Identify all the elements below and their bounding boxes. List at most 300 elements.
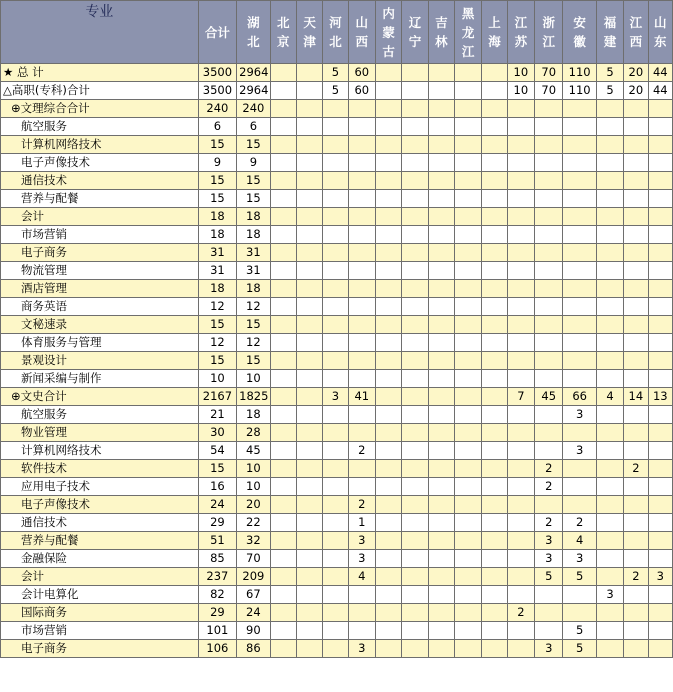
province-cell[interactable]: [482, 280, 507, 298]
province-cell[interactable]: [482, 442, 507, 460]
province-cell[interactable]: [348, 190, 375, 208]
province-cell[interactable]: 15: [237, 172, 270, 190]
province-cell[interactable]: [648, 316, 672, 334]
province-cell[interactable]: [507, 190, 534, 208]
total-cell[interactable]: 12: [198, 298, 237, 316]
province-cell[interactable]: [270, 298, 296, 316]
province-cell[interactable]: [563, 424, 596, 442]
province-cell[interactable]: [596, 370, 623, 388]
row-major-name[interactable]: 酒店管理: [1, 280, 199, 298]
total-cell[interactable]: 29: [198, 514, 237, 532]
province-cell[interactable]: [375, 244, 401, 262]
province-cell[interactable]: [507, 154, 534, 172]
province-cell[interactable]: [624, 262, 648, 280]
province-cell[interactable]: [596, 136, 623, 154]
province-cell[interactable]: [482, 370, 507, 388]
table-row[interactable]: [1, 118, 673, 136]
province-cell[interactable]: [402, 478, 428, 496]
province-cell[interactable]: [535, 586, 563, 604]
province-cell[interactable]: [563, 352, 596, 370]
province-cell[interactable]: [428, 136, 454, 154]
province-cell[interactable]: 10: [507, 64, 534, 82]
province-cell[interactable]: 3: [348, 640, 375, 658]
province-cell[interactable]: [455, 604, 482, 622]
province-cell[interactable]: 18: [237, 226, 270, 244]
province-cell[interactable]: [348, 172, 375, 190]
province-cell[interactable]: 3: [563, 442, 596, 460]
province-cell[interactable]: 3: [563, 550, 596, 568]
province-cell[interactable]: [482, 532, 507, 550]
province-cell[interactable]: [563, 298, 596, 316]
province-cell[interactable]: [402, 316, 428, 334]
province-cell[interactable]: [596, 334, 623, 352]
province-cell[interactable]: [296, 334, 322, 352]
province-cell[interactable]: [375, 334, 401, 352]
row-major-name[interactable]: 文秘速录: [1, 316, 199, 334]
province-cell[interactable]: [402, 334, 428, 352]
province-cell[interactable]: [624, 334, 648, 352]
province-cell[interactable]: [535, 280, 563, 298]
province-cell[interactable]: [507, 370, 534, 388]
province-cell[interactable]: [648, 208, 672, 226]
province-cell[interactable]: [596, 424, 623, 442]
province-cell[interactable]: [296, 640, 322, 658]
table-row[interactable]: [1, 298, 673, 316]
province-cell[interactable]: 2: [535, 478, 563, 496]
province-cell[interactable]: [535, 154, 563, 172]
province-cell[interactable]: [624, 478, 648, 496]
row-major-name[interactable]: 新闻采编与制作: [1, 370, 199, 388]
province-cell[interactable]: [507, 424, 534, 442]
province-cell[interactable]: [563, 604, 596, 622]
province-cell[interactable]: 44: [648, 82, 672, 100]
province-cell[interactable]: [596, 496, 623, 514]
province-cell[interactable]: [402, 460, 428, 478]
total-cell[interactable]: 3500: [198, 64, 237, 82]
row-major-name[interactable]: 计算机网络技术: [1, 442, 199, 460]
province-cell[interactable]: [270, 352, 296, 370]
total-cell[interactable]: 15: [198, 190, 237, 208]
table-row[interactable]: [1, 640, 673, 658]
province-cell[interactable]: [596, 478, 623, 496]
province-cell[interactable]: [648, 532, 672, 550]
province-cell[interactable]: [648, 280, 672, 298]
province-cell[interactable]: [507, 568, 534, 586]
province-cell[interactable]: 31: [237, 244, 270, 262]
total-cell[interactable]: 15: [198, 172, 237, 190]
total-cell[interactable]: 2167: [198, 388, 237, 406]
province-cell[interactable]: [455, 100, 482, 118]
province-cell[interactable]: [428, 262, 454, 280]
province-cell[interactable]: [428, 244, 454, 262]
row-major-name[interactable]: 应用电子技术: [1, 478, 199, 496]
province-cell[interactable]: [402, 550, 428, 568]
province-cell[interactable]: [428, 118, 454, 136]
province-cell[interactable]: [323, 154, 348, 172]
total-cell[interactable]: 15: [198, 460, 237, 478]
province-cell[interactable]: [323, 586, 348, 604]
province-cell[interactable]: [402, 424, 428, 442]
province-cell[interactable]: [428, 496, 454, 514]
province-cell[interactable]: [296, 478, 322, 496]
province-cell[interactable]: [455, 388, 482, 406]
province-cell[interactable]: [402, 532, 428, 550]
province-cell[interactable]: 209: [237, 568, 270, 586]
row-major-name[interactable]: 景观设计: [1, 352, 199, 370]
table-row[interactable]: [1, 190, 673, 208]
province-cell[interactable]: [348, 280, 375, 298]
row-major-name[interactable]: 体育服务与管理: [1, 334, 199, 352]
province-cell[interactable]: [455, 226, 482, 244]
table-row[interactable]: [1, 514, 673, 532]
province-cell[interactable]: [563, 208, 596, 226]
province-cell[interactable]: [375, 424, 401, 442]
province-cell[interactable]: [296, 64, 322, 82]
province-cell[interactable]: 22: [237, 514, 270, 532]
table-row[interactable]: [1, 280, 673, 298]
row-major-name[interactable]: 物流管理: [1, 262, 199, 280]
province-cell[interactable]: 70: [535, 82, 563, 100]
province-cell[interactable]: 28: [237, 424, 270, 442]
province-cell[interactable]: [296, 190, 322, 208]
province-cell[interactable]: [648, 550, 672, 568]
province-cell[interactable]: 1: [348, 514, 375, 532]
province-cell[interactable]: [270, 496, 296, 514]
province-cell[interactable]: [323, 442, 348, 460]
province-header[interactable]: 山 西: [348, 1, 375, 64]
province-cell[interactable]: 2: [348, 442, 375, 460]
total-cell[interactable]: 18: [198, 208, 237, 226]
province-cell[interactable]: 14: [624, 388, 648, 406]
province-cell[interactable]: [455, 244, 482, 262]
province-cell[interactable]: [296, 388, 322, 406]
row-major-name[interactable]: 计算机网络技术: [1, 136, 199, 154]
province-cell[interactable]: 10: [237, 478, 270, 496]
province-cell[interactable]: [428, 406, 454, 424]
total-header[interactable]: 合计: [198, 1, 237, 64]
province-cell[interactable]: [428, 64, 454, 82]
row-major-name[interactable]: 会计: [1, 208, 199, 226]
province-cell[interactable]: [296, 100, 322, 118]
province-cell[interactable]: [296, 262, 322, 280]
province-cell[interactable]: [375, 640, 401, 658]
province-cell[interactable]: 5: [323, 64, 348, 82]
province-cell[interactable]: 20: [237, 496, 270, 514]
province-cell[interactable]: 10: [237, 460, 270, 478]
province-cell[interactable]: [428, 100, 454, 118]
province-cell[interactable]: 20: [624, 64, 648, 82]
province-cell[interactable]: 12: [237, 298, 270, 316]
table-row[interactable]: [1, 352, 673, 370]
province-cell[interactable]: [482, 550, 507, 568]
province-cell[interactable]: [428, 514, 454, 532]
province-header[interactable]: 内 蒙 古: [375, 1, 401, 64]
province-cell[interactable]: [348, 298, 375, 316]
province-cell[interactable]: 2: [535, 514, 563, 532]
province-header[interactable]: 河 北: [323, 1, 348, 64]
total-cell[interactable]: 51: [198, 532, 237, 550]
province-cell[interactable]: [375, 262, 401, 280]
province-cell[interactable]: [428, 280, 454, 298]
province-cell[interactable]: [375, 586, 401, 604]
province-cell[interactable]: [296, 532, 322, 550]
province-cell[interactable]: [296, 550, 322, 568]
total-cell[interactable]: 21: [198, 406, 237, 424]
province-cell[interactable]: [348, 586, 375, 604]
province-header[interactable]: 北 京: [270, 1, 296, 64]
province-header[interactable]: 上 海: [482, 1, 507, 64]
province-cell[interactable]: [455, 298, 482, 316]
province-cell[interactable]: 3: [648, 568, 672, 586]
table-row[interactable]: [1, 550, 673, 568]
province-cell[interactable]: [648, 640, 672, 658]
province-cell[interactable]: [596, 532, 623, 550]
province-cell[interactable]: [624, 640, 648, 658]
table-row[interactable]: [1, 316, 673, 334]
province-cell[interactable]: [402, 82, 428, 100]
province-cell[interactable]: [402, 190, 428, 208]
province-cell[interactable]: [296, 244, 322, 262]
province-cell[interactable]: [596, 226, 623, 244]
province-cell[interactable]: [348, 154, 375, 172]
total-cell[interactable]: 54: [198, 442, 237, 460]
province-cell[interactable]: [375, 298, 401, 316]
province-cell[interactable]: [296, 82, 322, 100]
province-header[interactable]: 辽 宁: [402, 1, 428, 64]
province-cell[interactable]: [296, 118, 322, 136]
province-cell[interactable]: [596, 568, 623, 586]
province-cell[interactable]: [482, 604, 507, 622]
province-cell[interactable]: [428, 550, 454, 568]
row-major-name[interactable]: 通信技术: [1, 514, 199, 532]
province-cell[interactable]: [348, 316, 375, 334]
province-cell[interactable]: [296, 136, 322, 154]
province-cell[interactable]: [428, 532, 454, 550]
table-row[interactable]: [1, 334, 673, 352]
table-row[interactable]: [1, 532, 673, 550]
total-cell[interactable]: 31: [198, 244, 237, 262]
province-cell[interactable]: [323, 604, 348, 622]
province-cell[interactable]: [375, 442, 401, 460]
province-cell[interactable]: [270, 118, 296, 136]
province-cell[interactable]: [375, 208, 401, 226]
province-cell[interactable]: [323, 370, 348, 388]
province-cell[interactable]: [323, 298, 348, 316]
province-cell[interactable]: [648, 100, 672, 118]
row-major-name[interactable]: ★ 总 计: [1, 64, 199, 82]
province-cell[interactable]: [428, 172, 454, 190]
province-cell[interactable]: 9: [237, 154, 270, 172]
province-cell[interactable]: [624, 622, 648, 640]
province-cell[interactable]: [648, 352, 672, 370]
province-cell[interactable]: [323, 172, 348, 190]
province-cell[interactable]: [296, 496, 322, 514]
province-cell[interactable]: [596, 298, 623, 316]
province-cell[interactable]: [507, 460, 534, 478]
total-cell[interactable]: 237: [198, 568, 237, 586]
province-cell[interactable]: 2: [563, 514, 596, 532]
province-cell[interactable]: [563, 280, 596, 298]
province-cell[interactable]: [402, 496, 428, 514]
province-cell[interactable]: 2: [507, 604, 534, 622]
province-header[interactable]: 福 建: [596, 1, 623, 64]
province-cell[interactable]: [482, 64, 507, 82]
province-cell[interactable]: [270, 388, 296, 406]
province-cell[interactable]: [455, 532, 482, 550]
province-cell[interactable]: [563, 244, 596, 262]
province-cell[interactable]: [296, 622, 322, 640]
province-cell[interactable]: [270, 154, 296, 172]
province-cell[interactable]: [535, 244, 563, 262]
province-cell[interactable]: 86: [237, 640, 270, 658]
province-cell[interactable]: [455, 478, 482, 496]
province-cell[interactable]: [402, 604, 428, 622]
row-major-name[interactable]: △高职(专科)合计: [1, 82, 199, 100]
province-cell[interactable]: [624, 172, 648, 190]
province-cell[interactable]: 4: [348, 568, 375, 586]
table-row[interactable]: [1, 622, 673, 640]
province-cell[interactable]: [455, 82, 482, 100]
province-cell[interactable]: [596, 118, 623, 136]
province-cell[interactable]: [535, 226, 563, 244]
province-cell[interactable]: [482, 424, 507, 442]
province-cell[interactable]: [296, 298, 322, 316]
province-cell[interactable]: [535, 208, 563, 226]
province-cell[interactable]: [624, 496, 648, 514]
province-cell[interactable]: [535, 496, 563, 514]
province-cell[interactable]: [428, 334, 454, 352]
province-cell[interactable]: [270, 100, 296, 118]
province-cell[interactable]: [296, 154, 322, 172]
province-cell[interactable]: 5: [323, 82, 348, 100]
province-cell[interactable]: [323, 334, 348, 352]
province-cell[interactable]: [563, 190, 596, 208]
province-cell[interactable]: [455, 280, 482, 298]
province-cell[interactable]: [323, 406, 348, 424]
province-cell[interactable]: [323, 208, 348, 226]
total-cell[interactable]: 31: [198, 262, 237, 280]
province-cell[interactable]: [507, 208, 534, 226]
table-row[interactable]: [1, 136, 673, 154]
province-cell[interactable]: [375, 190, 401, 208]
total-cell[interactable]: 30: [198, 424, 237, 442]
province-cell[interactable]: [270, 190, 296, 208]
province-cell[interactable]: [624, 136, 648, 154]
province-cell[interactable]: [535, 262, 563, 280]
province-cell[interactable]: [535, 172, 563, 190]
province-cell[interactable]: [596, 640, 623, 658]
province-cell[interactable]: [563, 496, 596, 514]
province-cell[interactable]: [596, 550, 623, 568]
total-cell[interactable]: 10: [198, 370, 237, 388]
province-cell[interactable]: [535, 370, 563, 388]
table-row[interactable]: [1, 604, 673, 622]
province-cell[interactable]: [596, 244, 623, 262]
province-cell[interactable]: [596, 316, 623, 334]
province-cell[interactable]: [402, 154, 428, 172]
row-major-name[interactable]: 航空服务: [1, 406, 199, 424]
province-cell[interactable]: 110: [563, 64, 596, 82]
province-cell[interactable]: [624, 406, 648, 424]
province-cell[interactable]: 2: [624, 460, 648, 478]
province-cell[interactable]: [455, 568, 482, 586]
table-row[interactable]: [1, 82, 673, 100]
province-cell[interactable]: [482, 460, 507, 478]
province-cell[interactable]: [375, 370, 401, 388]
province-cell[interactable]: 3: [563, 406, 596, 424]
province-cell[interactable]: [323, 226, 348, 244]
province-cell[interactable]: [624, 226, 648, 244]
province-cell[interactable]: [455, 586, 482, 604]
province-cell[interactable]: 44: [648, 64, 672, 82]
province-cell[interactable]: [482, 262, 507, 280]
province-cell[interactable]: [482, 406, 507, 424]
province-cell[interactable]: [596, 172, 623, 190]
province-cell[interactable]: [535, 334, 563, 352]
table-row[interactable]: [1, 208, 673, 226]
total-cell[interactable]: 85: [198, 550, 237, 568]
province-cell[interactable]: 240: [237, 100, 270, 118]
row-major-name[interactable]: 商务英语: [1, 298, 199, 316]
province-cell[interactable]: [402, 136, 428, 154]
province-cell[interactable]: [455, 316, 482, 334]
province-cell[interactable]: [270, 280, 296, 298]
province-cell[interactable]: [455, 154, 482, 172]
province-cell[interactable]: [428, 154, 454, 172]
province-cell[interactable]: 41: [348, 388, 375, 406]
province-cell[interactable]: [296, 316, 322, 334]
province-cell[interactable]: [507, 316, 534, 334]
province-cell[interactable]: [455, 550, 482, 568]
total-cell[interactable]: 101: [198, 622, 237, 640]
province-cell[interactable]: [270, 640, 296, 658]
total-cell[interactable]: 12: [198, 334, 237, 352]
province-cell[interactable]: [563, 586, 596, 604]
province-cell[interactable]: [270, 568, 296, 586]
province-cell[interactable]: [270, 172, 296, 190]
province-cell[interactable]: [624, 100, 648, 118]
total-cell[interactable]: 6: [198, 118, 237, 136]
province-cell[interactable]: [348, 334, 375, 352]
province-cell[interactable]: [563, 334, 596, 352]
province-cell[interactable]: [563, 172, 596, 190]
province-cell[interactable]: [507, 406, 534, 424]
province-cell[interactable]: 15: [237, 136, 270, 154]
row-major-name[interactable]: 金融保险: [1, 550, 199, 568]
row-major-name[interactable]: 电子声像技术: [1, 154, 199, 172]
province-cell[interactable]: [596, 406, 623, 424]
province-cell[interactable]: 7: [507, 388, 534, 406]
province-cell[interactable]: [624, 190, 648, 208]
province-cell[interactable]: 60: [348, 82, 375, 100]
province-cell[interactable]: [375, 172, 401, 190]
province-cell[interactable]: [482, 478, 507, 496]
province-cell[interactable]: [270, 532, 296, 550]
province-header[interactable]: 吉 林: [428, 1, 454, 64]
province-cell[interactable]: 67: [237, 586, 270, 604]
province-cell[interactable]: [648, 442, 672, 460]
row-major-name[interactable]: 市场营销: [1, 226, 199, 244]
row-major-name[interactable]: ⊕文理综合合计: [1, 100, 199, 118]
province-cell[interactable]: [270, 550, 296, 568]
province-cell[interactable]: [507, 172, 534, 190]
province-cell[interactable]: [535, 406, 563, 424]
province-cell[interactable]: [648, 244, 672, 262]
province-cell[interactable]: [507, 550, 534, 568]
province-cell[interactable]: [428, 478, 454, 496]
province-cell[interactable]: [375, 478, 401, 496]
table-row[interactable]: [1, 424, 673, 442]
